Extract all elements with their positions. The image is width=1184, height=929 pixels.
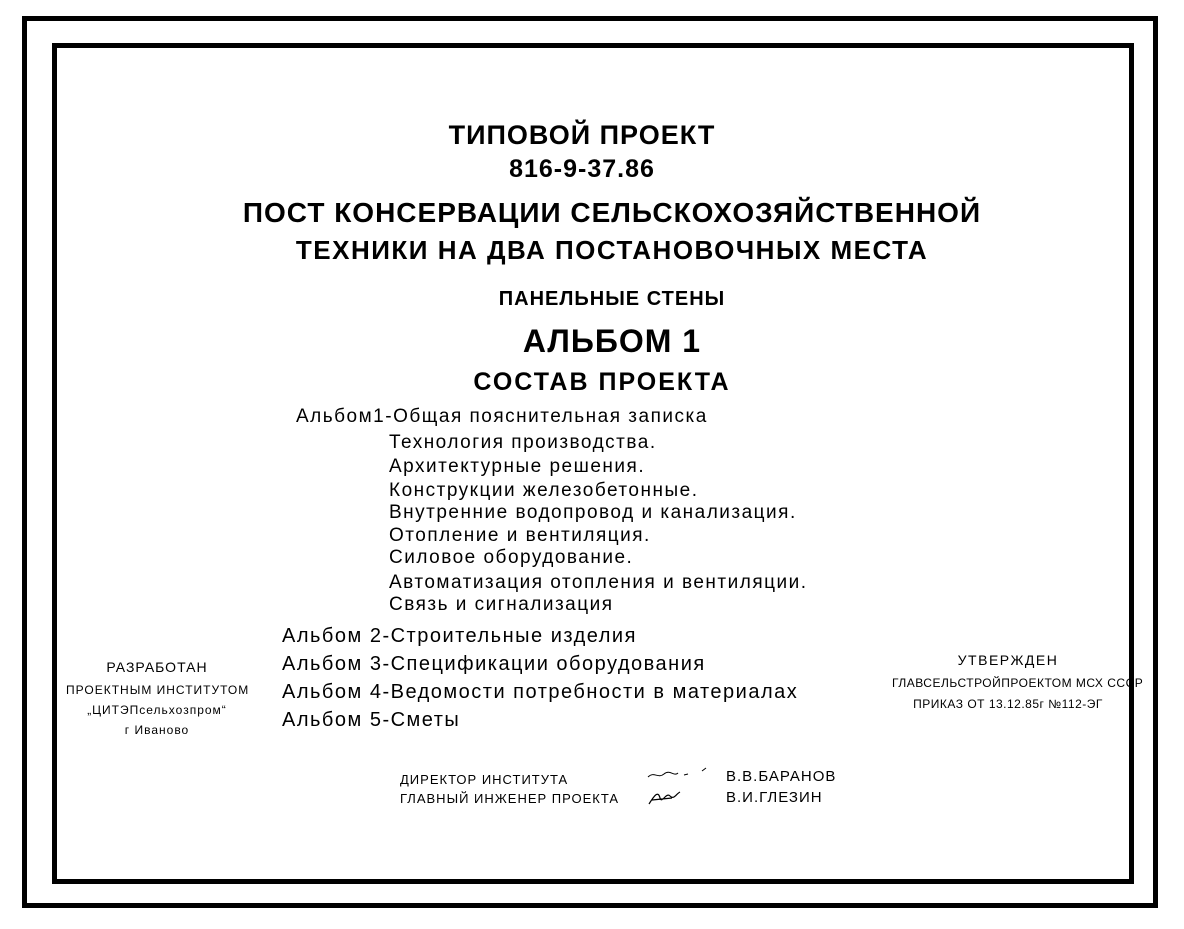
album-title: АЛЬБОМ 1 — [522, 323, 702, 359]
developer-city: г Иваново — [124, 723, 190, 737]
album-entry: Альбом 2-Строительные изделия — [282, 625, 637, 647]
developer-line: ПРОЕКТНЫМ ИНСТИТУТОМ — [66, 683, 250, 697]
album-entry: Альбом 5-Сметы — [282, 709, 461, 731]
album-1-item: Автоматизация отопления и вентиляции. — [389, 572, 808, 593]
signature-scribble — [646, 786, 686, 808]
album-1-item: Внутренние водопровод и канализация. — [389, 502, 797, 523]
signature-scribble — [644, 765, 714, 785]
album-1-entry — [296, 407, 708, 426]
album-1-item: Общая пояснительная записка — [393, 406, 708, 427]
developer-label: РАЗРАБОТАН — [106, 659, 208, 675]
signatory-role: ДИРЕКТОР ИНСТИТУТА — [400, 772, 569, 787]
project-name-line-2: ТЕХНИКИ НА ДВА ПОСТАНОВОЧНЫХ МЕСТА — [295, 235, 929, 265]
approval-label: УТВЕРЖДЕН — [957, 652, 1059, 668]
approval-order: ПРИКАЗ ОТ 13.12.85г №112-ЭГ — [913, 697, 1103, 711]
album-1-item: Конструкции железобетонные. — [389, 480, 699, 501]
project-number: 816-9-37.86 — [509, 155, 655, 183]
signatory-role: ГЛАВНЫЙ ИНЖЕНЕР ПРОЕКТА — [400, 791, 620, 806]
developer-institute: „ЦИТЭПсельхозпром“ — [87, 703, 227, 717]
album-1-label: Альбом1- — [296, 406, 394, 427]
approval-authority: ГЛАВСЕЛЬСТРОЙПРОЕКТОМ МСХ СССР — [892, 676, 1144, 690]
album-1-item: Технология производства. — [389, 432, 657, 453]
developer-block — [66, 660, 248, 744]
album-1-item: Отопление и вентиляция. — [389, 525, 651, 546]
project-name-line-1: ПОСТ КОНСЕРВАЦИИ СЕЛЬСКОХОЗЯЙСТВЕННОЙ — [242, 197, 982, 228]
doc-type-heading: ТИПОВОЙ ПРОЕКТ — [448, 120, 716, 150]
signatory-name: В.И.ГЛЕЗИН — [726, 789, 823, 806]
section-title: ПАНЕЛЬНЫЕ СТЕНЫ — [498, 288, 726, 310]
album-1-item: Силовое оборудование. — [389, 547, 634, 568]
album-1-item: Архитектурные решения. — [389, 456, 646, 477]
approval-block — [892, 652, 1144, 719]
album-entry: Альбом 3-Спецификации оборудования — [282, 653, 706, 675]
signatory-name: В.В.БАРАНОВ — [726, 768, 837, 785]
composition-heading: СОСТАВ ПРОЕКТА — [473, 368, 731, 396]
album-1-item: Связь и сигнализация — [389, 594, 614, 615]
album-entry: Альбом 4-Ведомости потребности в материалах — [282, 681, 799, 703]
